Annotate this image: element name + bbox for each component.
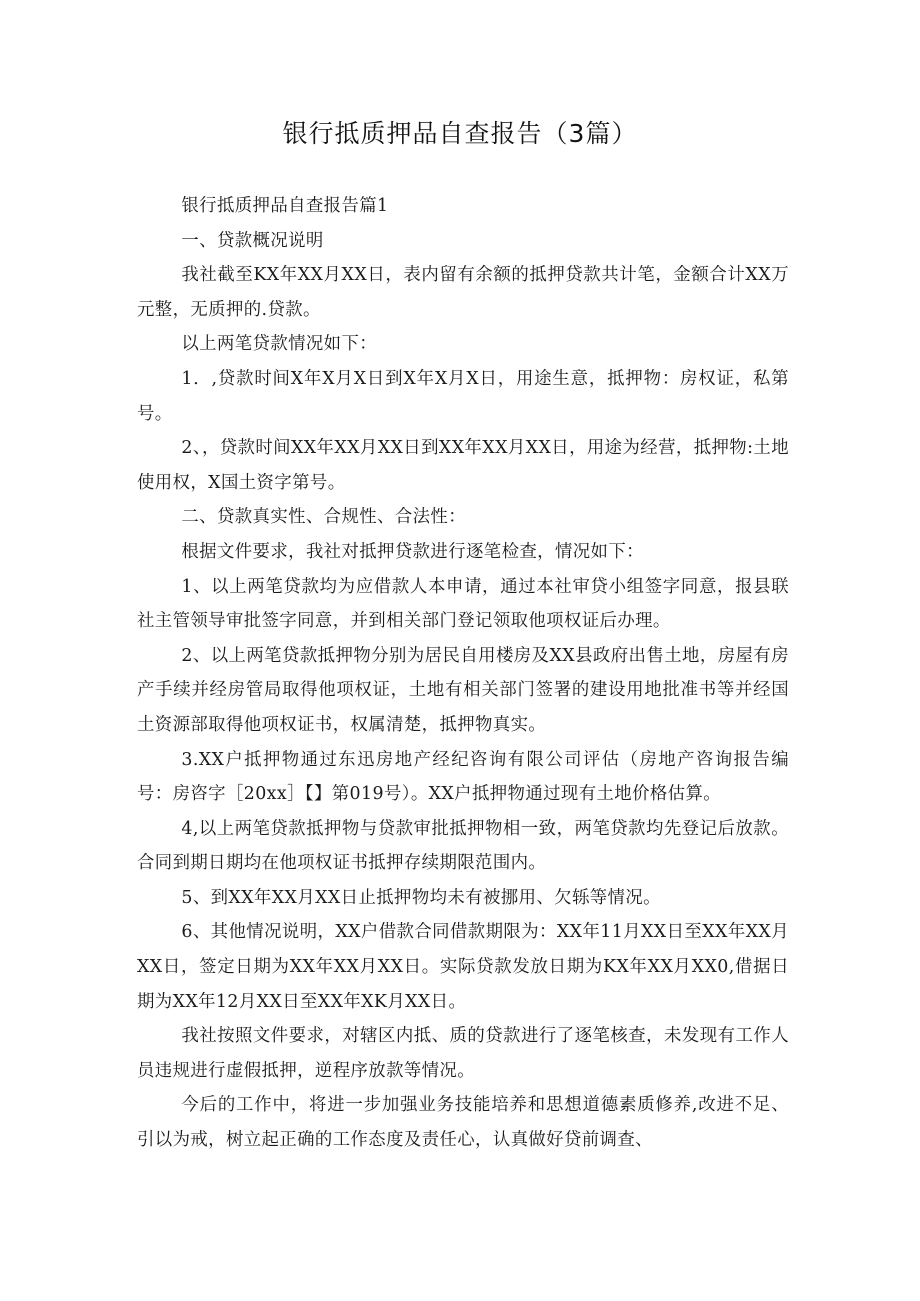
list-item: 6、其他情况说明，XX户借款合同借款期限为：XX年11月XX日至XX年XX月XX日，签定日期为XX年XX月XX日。实际贷款发放日期为KX年XX月XX0,借据日期为XX年12月XX日至XX年XK月XX日。 <box>137 922 789 1012</box>
list-item: 2、，贷款时间XX年XX月XX日到XX年XX月XX日，用途为经营，抵押物:土地使用权，X国土资字第号。 <box>137 438 789 493</box>
subsection-heading: 二、贷款真实性、合规性、合法性： <box>181 507 467 528</box>
list-item: 3.XX户抵押物通过东迅房地产经纪咨询有限公司评估（房地产咨询报告编号：房咨字［20xx］【】第019号）。XX户抵押物通过现有土地价格估算。 <box>137 749 789 805</box>
paragraph: 今后的工作中，将进一步加强业务技能培养和思想道德素质修养,改进不足、引以为戒，树立起正确的工作态度及责任心，认真做好贷前调查、 <box>137 1095 789 1151</box>
paragraph: 以上两笔贷款情况如下： <box>181 334 378 355</box>
section-heading: 银行抵质押品自查报告篇1 <box>181 196 389 216</box>
paragraph: 根据文件要求，我社对抵押贷款进行逐笔检查，情况如下： <box>181 541 644 562</box>
list-item: 2、以上两笔贷款抵押物分别为居民自用楼房及XX县政府出售土地，房屋有房产手续并经房管局取得他项权证，土地有相关部门签署的建设用地批准书等并经国土资源部取得他项权证书，权属清楚，抵押物真实。 <box>137 645 789 735</box>
paragraph: 我社按照文件要求，对辖区内抵、质的贷款进行了逐笔核查，未发现有工作人员违规进行虚假抵押，逆程序放款等情况。 <box>137 1026 789 1081</box>
paragraph: 我社截至KX年XX月XX日，表内留有余额的抵押贷款共计笔，金额合计XX万元整，无质押的.贷款。 <box>137 265 789 320</box>
list-item: 1．,贷款时间X年X月X日到X年X月X日，用途生意，抵押物：房权证，私第号。 <box>137 368 789 424</box>
document-title: 银行抵质押品自查报告（3篇） <box>282 119 638 148</box>
subsection-heading: 一、贷款概况说明 <box>181 230 324 251</box>
list-item: 1、以上两笔贷款均为应借款人本申请，通过本社审贷小组签字同意，报县联社主管领导审批签字同意，并到相关部门登记领取他项权证后办理。 <box>137 576 789 632</box>
list-item: 5、到XX年XX月XX日止抵押物均未有被挪用、欠轹等情况。 <box>181 887 661 908</box>
document-body <box>137 189 789 1158</box>
list-item: 4,以上两笔贷款抵押物与贷款审批抵押物相一致，两笔贷款均先登记后放款。合同到期日期均在他项权证书抵押存续期限范围内。 <box>137 818 789 874</box>
